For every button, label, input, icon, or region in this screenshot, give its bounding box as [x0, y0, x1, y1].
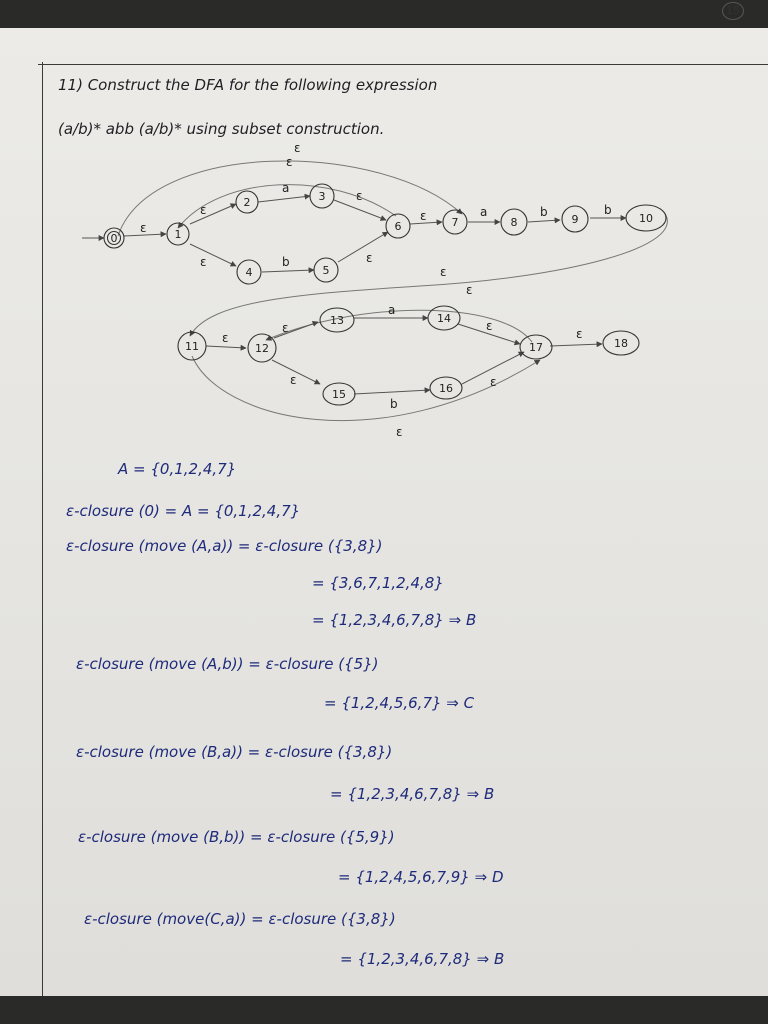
epsilon-arc-11-to-17 [192, 356, 540, 421]
svg-text:10: 10 [639, 212, 653, 225]
label-eps-17-18: ε [576, 327, 583, 341]
svg-text:5: 5 [322, 264, 330, 277]
derivation-line-4: = {3,6,7,1,2,4,8} [312, 574, 444, 592]
svg-text:15: 15 [332, 388, 346, 401]
svg-text:12: 12 [255, 342, 269, 355]
edge-2-3 [258, 196, 310, 202]
derivation-line-11: = {1,2,4,5,6,7,9} ⇒ D [338, 868, 504, 886]
svg-text:1: 1 [174, 228, 182, 241]
svg-text:17: 17 [529, 341, 543, 354]
label-eps-14-17: ε [486, 319, 493, 333]
edge-1-4 [190, 244, 236, 266]
page-number: 15 [722, 2, 744, 20]
edge-11-12 [206, 346, 246, 348]
question-line-1: 11) Construct the DFA for the following expression [58, 76, 438, 94]
svg-text:8: 8 [510, 216, 518, 229]
node-15 [323, 383, 355, 405]
svg-text:9: 9 [571, 213, 579, 226]
svg-text:14: 14 [437, 312, 451, 325]
svg-text:2: 2 [243, 196, 251, 209]
label-eps-12-15: ε [290, 373, 297, 387]
node-0 [104, 228, 124, 248]
label-eps-6-1: ε [286, 155, 293, 169]
node-14 [428, 306, 460, 330]
derivation-line-10: ε-closure (move (B,b)) = ε-closure ({5,9}) [78, 828, 395, 846]
svg-text:13: 13 [330, 314, 344, 327]
label-a-13-14: a [388, 303, 396, 317]
node-10 [626, 205, 666, 231]
node-2 [236, 191, 258, 213]
svg-text:3: 3 [318, 190, 326, 203]
label-eps-3-6: ε [356, 189, 363, 203]
question-line-2: (a/b)* abb (a/b)* using subset construction. [58, 120, 385, 138]
label-eps-6-7: ε [420, 209, 427, 223]
svg-text:18: 18 [614, 337, 628, 350]
label-eps-12-13: ε [282, 321, 289, 335]
label-eps-1-4: ε [200, 255, 207, 269]
label-b-15-16: b [390, 397, 398, 411]
svg-text:11: 11 [185, 340, 199, 353]
label-eps-1-2: ε [200, 203, 207, 217]
derivation-line-6: ε-closure (move (A,b)) = ε-closure ({5}) [76, 655, 379, 673]
derivation-line-8: ε-closure (move (B,a)) = ε-closure ({3,8}) [76, 743, 393, 761]
edge-1-2 [190, 204, 236, 224]
derivation-line-3: ε-closure (move (A,a)) = ε-closure ({3,8}) [66, 537, 383, 555]
derivation-line-2: ε-closure (0) = A = {0,1,2,4,7} [66, 502, 301, 520]
svg-text:7: 7 [451, 216, 459, 229]
label-eps-10-11-a: ε [440, 265, 447, 279]
derivation-line-13: = {1,2,3,4,6,7,8} ⇒ B [340, 950, 505, 968]
derivation-line-5: = {1,2,3,4,6,7,8} ⇒ B [312, 611, 477, 629]
edge-8-9 [528, 220, 560, 222]
edge-12-13 [274, 322, 318, 338]
node-4 [237, 260, 261, 284]
node-1 [167, 223, 189, 245]
label-b-4-5: b [282, 255, 290, 269]
edge-3-6 [334, 200, 386, 220]
node-13 [320, 308, 354, 332]
node-16 [430, 377, 462, 399]
label-b-8-9: b [540, 205, 548, 219]
label-eps-11-12: ε [222, 331, 229, 345]
nfa-diagram [0, 0, 768, 460]
svg-text:0: 0 [110, 232, 118, 245]
svg-text:6: 6 [394, 220, 402, 233]
svg-text:4: 4 [245, 266, 253, 279]
node-5 [314, 258, 338, 282]
derivation-line-7: = {1,2,4,5,6,7} ⇒ C [324, 694, 475, 712]
edge-4-5 [262, 270, 314, 272]
derivation-line-1: A = {0,1,2,4,7} [118, 460, 237, 478]
node-11 [178, 332, 206, 360]
edge-15-16 [354, 390, 430, 394]
node-8 [501, 209, 527, 235]
label-b-9-10: b [604, 203, 612, 217]
svg-text:16: 16 [439, 382, 453, 395]
label-eps-16-17: ε [490, 375, 497, 389]
label-eps-11-17: ε [396, 425, 403, 439]
node-12 [248, 334, 276, 362]
derivation-line-12: ε-closure (move(C,a)) = ε-closure ({3,8}) [84, 910, 396, 928]
label-eps-17-12: ε [466, 283, 473, 297]
label-a-2-3: a [282, 181, 290, 195]
node-7 [443, 210, 467, 234]
label-eps-0-1: ε [140, 221, 147, 235]
epsilon-arc-10-to-11 [190, 212, 667, 336]
node-6 [386, 214, 410, 238]
node-17 [520, 335, 552, 359]
label-a-7-8: a [480, 205, 488, 219]
edge-5-6 [338, 232, 388, 262]
node-18 [603, 331, 639, 355]
node-9 [562, 206, 588, 232]
edge-17-18 [550, 344, 602, 346]
label-eps-5-6: ε [366, 251, 373, 265]
derivation-line-9: = {1,2,3,4,6,7,8} ⇒ B [330, 785, 495, 803]
label-eps-0-7: ε [294, 141, 301, 155]
